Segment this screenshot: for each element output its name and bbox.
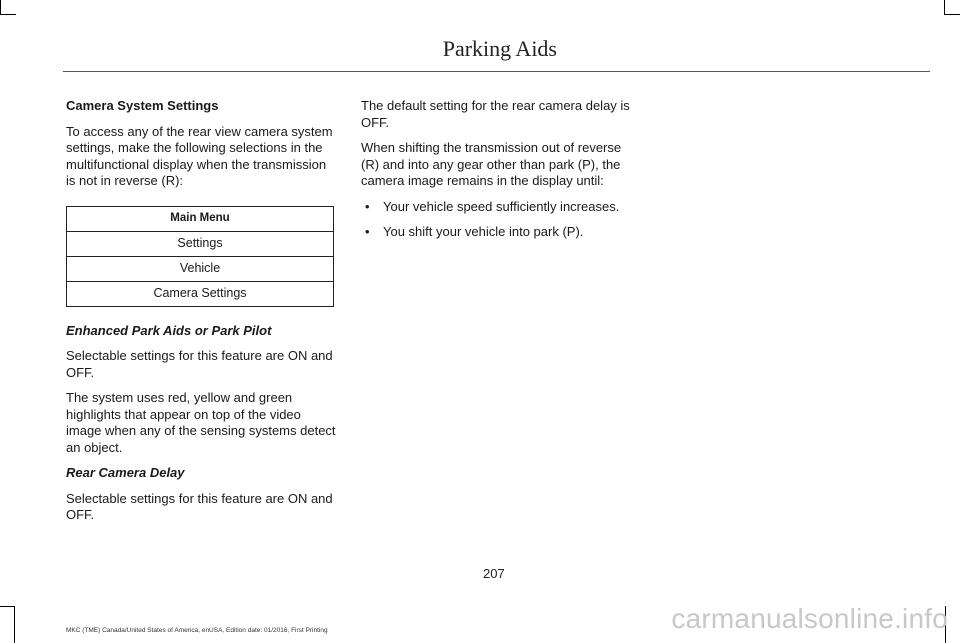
rear-delay-paragraph: Selectable settings for this feature are ON and OFF. xyxy=(66,490,333,522)
menu-table-row: Vehicle xyxy=(67,256,334,281)
shifting-paragraph: When shifting the transmission out of reverse (R) and into any gear other than park (P), the camera image remains in the display until: xyxy=(361,140,622,188)
intro-paragraph: To access any of the rear view camera system settings, make the following selections in the multifunctional display when the transmission is not in reverse (R): xyxy=(66,123,333,188)
default-setting-paragraph: The default setting for the rear camera delay is OFF. xyxy=(361,98,630,130)
menu-table-header: Main Menu xyxy=(67,206,334,231)
crop-mark xyxy=(0,0,1,14)
menu-table-row: Settings xyxy=(67,231,334,256)
park-aids-paragraph: Selectable settings for this feature are ON and OFF. xyxy=(66,348,333,380)
section-heading-rear-delay: Rear Camera Delay xyxy=(66,465,185,480)
crop-mark xyxy=(944,0,945,14)
menu-path-table xyxy=(66,206,334,307)
crop-mark xyxy=(0,606,14,607)
bullet-icon: • xyxy=(365,224,370,239)
edition-footer: MKC (TME) Canada/United States of America, enUSA, Edition date: 01/2016, First Printing xyxy=(66,627,328,634)
page-title: Parking Aids xyxy=(442,36,557,61)
right-column xyxy=(361,98,633,250)
list-item xyxy=(361,199,633,216)
list-item-text: Your vehicle speed sufficiently increases. xyxy=(383,198,620,214)
watermark: carmanualsonline.info xyxy=(671,603,948,634)
park-aids-description: The system uses red, yellow and green highlights that appear on top of the video image when any of the sensing systems detect an object. xyxy=(66,390,336,455)
list-item xyxy=(361,224,633,241)
crop-mark xyxy=(944,14,960,15)
section-heading-park-aids: Enhanced Park Aids or Park Pilot xyxy=(66,322,272,338)
left-column xyxy=(66,98,338,533)
crop-mark xyxy=(0,14,16,15)
section-heading-camera: Camera System Settings xyxy=(66,98,219,113)
bullet-list xyxy=(361,199,633,241)
list-item-text: You shift your vehicle into park (P). xyxy=(383,224,584,239)
menu-table-row: Camera Settings xyxy=(67,281,334,306)
bullet-icon: • xyxy=(365,198,370,214)
page-number: 207 xyxy=(483,566,505,581)
crop-mark xyxy=(14,606,15,643)
header-divider xyxy=(63,71,930,72)
